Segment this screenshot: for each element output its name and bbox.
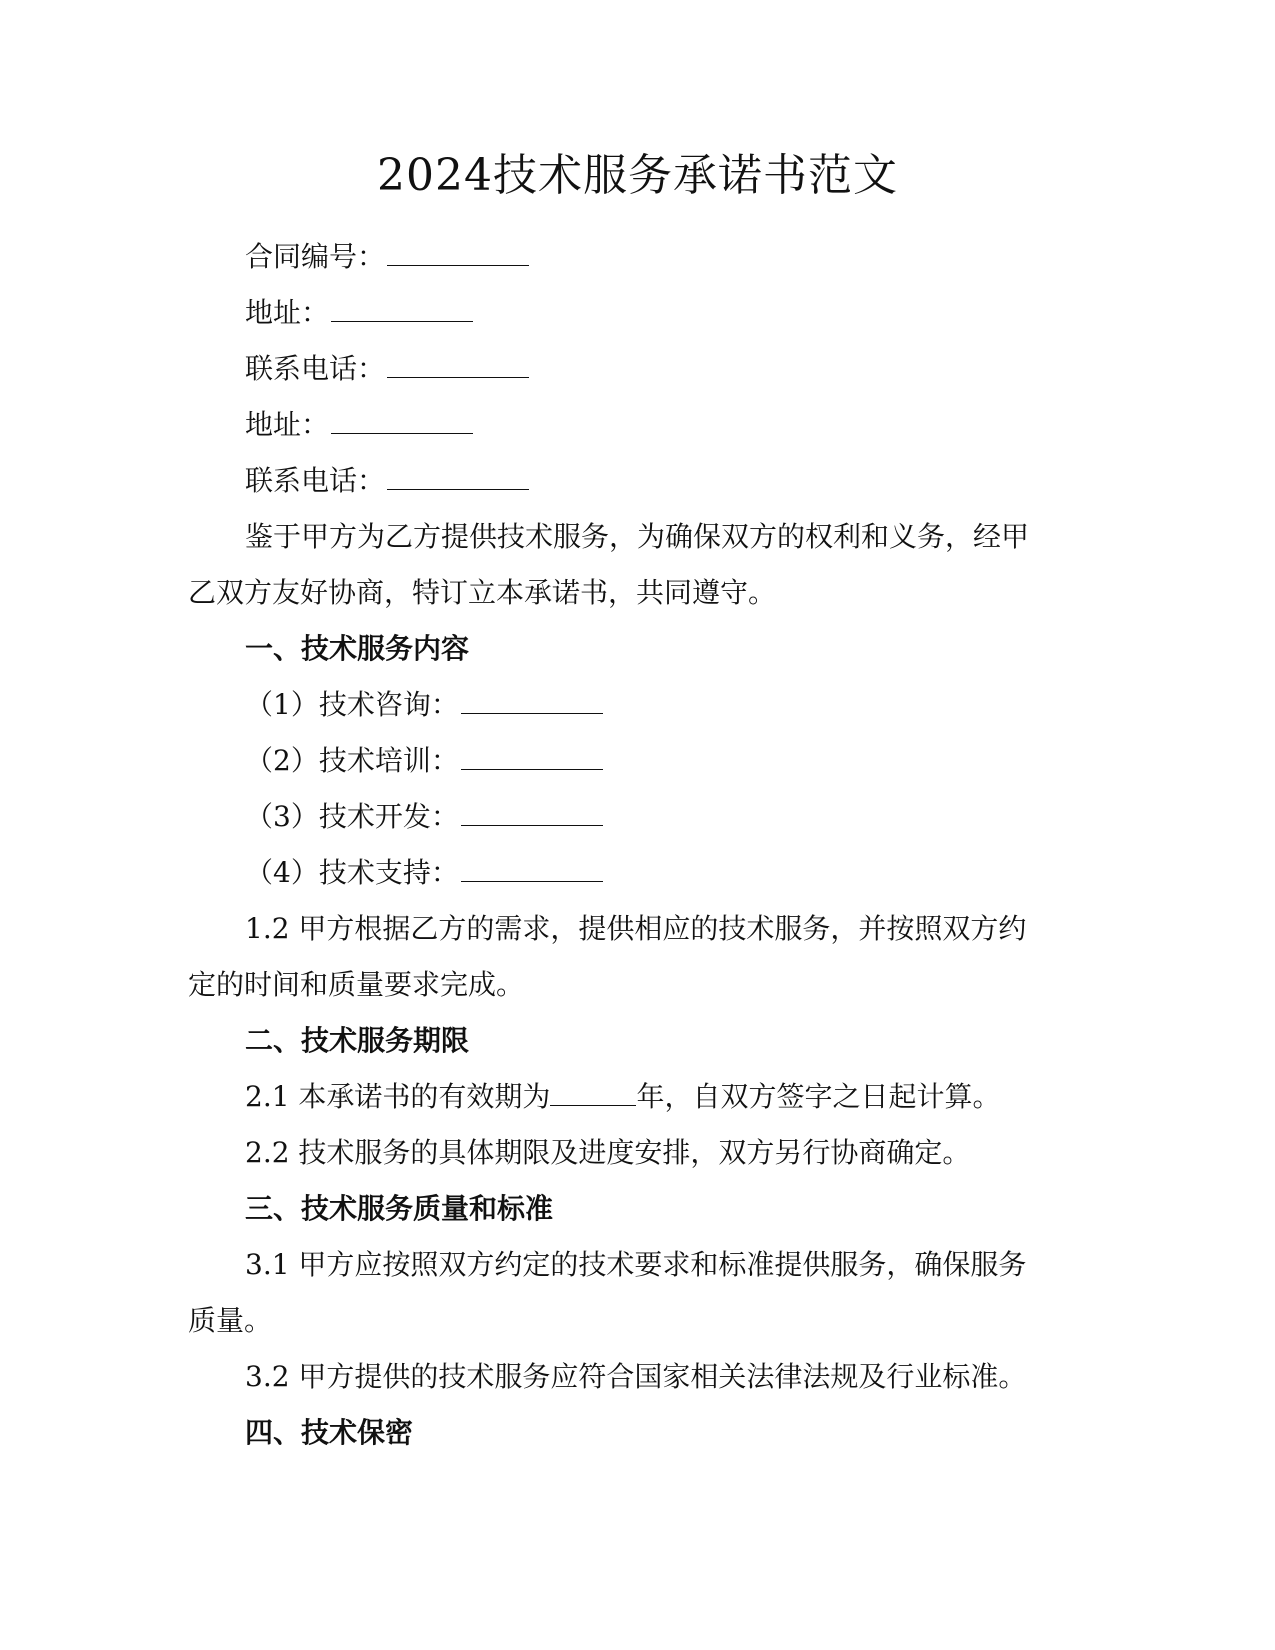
field-label: 合同编号： <box>245 240 386 273</box>
clause-1-2-line2: 定的时间和质量要求完成。 <box>188 968 525 1001</box>
intro-paragraph-line1: 鉴于甲方为乙方提供技术服务，为确保双方的权利和义务，经甲 <box>245 520 1030 553</box>
clause-3-1-line1: 3.1 甲方应按照双方约定的技术要求和标准提供服务，确保服务 <box>245 1248 1027 1281</box>
item-label: （1）技术咨询： <box>245 688 459 721</box>
clause-2-2: 2.2 技术服务的具体期限及进度安排，双方另行协商确定。 <box>245 1136 971 1169</box>
validity-years-blank[interactable] <box>550 1081 636 1106</box>
phone-blank[interactable] <box>387 353 529 378</box>
section3-heading: 三、技术服务质量和标准 <box>245 1192 554 1225</box>
section2-heading: 二、技术服务期限 <box>245 1024 470 1057</box>
address-blank[interactable] <box>331 297 473 322</box>
field-label: 联系电话： <box>245 464 386 497</box>
field-label: 地址： <box>245 296 330 329</box>
field-label: 地址： <box>245 408 330 441</box>
clause-2-1 <box>245 1077 1000 1117</box>
item-label: （3）技术开发： <box>245 800 459 833</box>
clause-3-2: 3.2 甲方提供的技术服务应符合国家相关法律法规及行业标准。 <box>245 1360 1027 1393</box>
field-label: 联系电话： <box>245 352 386 385</box>
phone-field <box>245 349 529 389</box>
document-title: 2024技术服务承诺书范文 <box>377 150 898 201</box>
item-label: （2）技术培训： <box>245 744 459 777</box>
section1-heading: 一、技术服务内容 <box>245 632 470 665</box>
clause-1-2-line1: 1.2 甲方根据乙方的需求，提供相应的技术服务，并按照双方约 <box>245 912 1027 945</box>
consulting-blank[interactable] <box>461 689 603 714</box>
contract-number-blank[interactable] <box>387 241 529 266</box>
service-item-consulting <box>245 685 603 725</box>
service-item-development <box>245 797 603 837</box>
address-field-2 <box>245 405 473 445</box>
address-blank-2[interactable] <box>331 409 473 434</box>
clause-2-1-before: 2.1 本承诺书的有效期为 <box>245 1080 551 1113</box>
phone-blank-2[interactable] <box>387 465 529 490</box>
support-blank[interactable] <box>461 857 603 882</box>
intro-paragraph-line2: 乙双方友好协商，特订立本承诺书，共同遵守。 <box>188 576 777 609</box>
clause-3-1-line2: 质量。 <box>188 1304 273 1337</box>
section4-heading: 四、技术保密 <box>245 1416 414 1449</box>
phone-field-2 <box>245 461 529 501</box>
address-field <box>245 293 473 333</box>
clause-2-1-after: 年，自双方签字之日起计算。 <box>636 1080 1001 1113</box>
contract-number-field <box>245 237 529 277</box>
development-blank[interactable] <box>461 801 603 826</box>
service-item-training <box>245 741 603 781</box>
service-item-support <box>245 853 603 893</box>
item-label: （4）技术支持： <box>245 856 459 889</box>
training-blank[interactable] <box>461 745 603 770</box>
